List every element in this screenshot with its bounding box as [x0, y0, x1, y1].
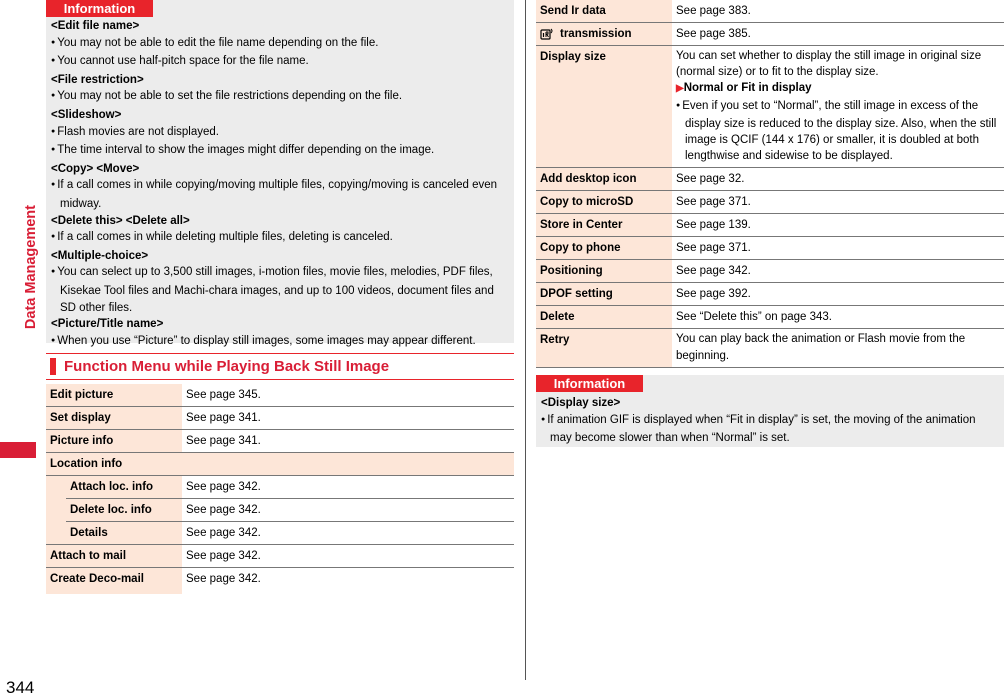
function-menu-table	[46, 384, 514, 594]
info-bullet: ● If a call comes in while deleting multiple files, deleting is canceled.	[51, 229, 508, 248]
table-row	[536, 306, 1004, 329]
menu-value: See page 342.	[672, 260, 1004, 283]
table-row	[536, 46, 1004, 168]
menu-key: Send Ir data	[536, 0, 672, 23]
info-heading: <Copy> <Move>	[51, 162, 140, 175]
info-bullet: ● Flash movies are not displayed.	[51, 124, 508, 143]
info-bullet: ● When you use “Picture” to display still images, some images may appear different.	[51, 333, 508, 352]
table-row	[536, 329, 1004, 368]
function-menu-table-continued	[536, 0, 1004, 368]
title-marker	[50, 358, 56, 375]
menu-value: See “Delete this” on page 343.	[672, 306, 1004, 329]
menu-key: Picture info	[46, 430, 182, 453]
option-text: Normal or Fit in display	[683, 82, 812, 95]
menu-value: See page 345.	[182, 384, 514, 407]
function-menu-title: Function Menu while Playing Back Still Image	[64, 358, 390, 375]
table-row	[536, 260, 1004, 283]
table-row	[536, 23, 1004, 46]
menu-value: See page 342.	[182, 545, 514, 568]
information-box-display-size	[536, 375, 1004, 447]
table-row	[536, 168, 1004, 191]
menu-value: See page 342.	[182, 522, 514, 545]
menu-value: See page 371.	[672, 191, 1004, 214]
info-bullet: ● If animation GIF is displayed when “Fit in display” is set, the moving of the animation may become slower than when “Normal” is set.	[541, 412, 998, 447]
table-row	[46, 545, 514, 568]
side-tab-marker	[0, 442, 36, 458]
side-tab	[0, 0, 39, 697]
menu-key: Create Deco-mail	[46, 568, 182, 595]
menu-value: You can set whether to display the still image in original size (normal size) or to fit to the display size.	[676, 50, 982, 79]
info-bullet: ● You can select up to 3,500 still images, i-motion files, movie files, melodies, PDF files, Kisekae Tool files and Machi-chara images, and up to 100 videos, document files and SD other files.	[51, 264, 508, 316]
menu-key: Edit picture	[46, 384, 182, 407]
menu-sub-key: Delete loc. info	[66, 499, 182, 522]
menu-value: See page 385.	[672, 23, 1004, 46]
triangle-arrow-icon: ▶	[676, 83, 684, 95]
information-box	[46, 0, 514, 347]
table-row	[46, 499, 514, 522]
menu-key: Display size	[536, 46, 672, 168]
table-row	[46, 522, 514, 545]
menu-key: Copy to phone	[536, 237, 672, 260]
menu-value: See page 392.	[672, 283, 1004, 306]
info-heading: <Delete this> <Delete all>	[51, 214, 190, 227]
menu-key: Store in Center	[536, 214, 672, 237]
menu-sub-key: Details	[66, 522, 182, 545]
menu-value: See page 341.	[182, 407, 514, 430]
menu-key: Copy to microSD	[536, 191, 672, 214]
table-row	[536, 191, 1004, 214]
column-divider	[525, 0, 526, 680]
info-bullet: ● You may not be able to edit the file name depending on the file.	[51, 35, 508, 54]
information-body	[541, 395, 998, 447]
table-row	[536, 237, 1004, 260]
info-bullet: ● You cannot use half-pitch space for the file name.	[51, 53, 508, 72]
menu-key: Delete	[536, 306, 672, 329]
info-bullet: ● If a call comes in while copying/moving multiple files, copying/moving is canceled even midway.	[51, 177, 508, 212]
info-heading: <File restriction>	[51, 73, 144, 86]
menu-value: See page 342.	[186, 573, 261, 585]
menu-value: You can play back the animation or Flash movie from the beginning.	[672, 329, 1004, 368]
infrared-icon	[540, 28, 554, 40]
table-row	[46, 384, 514, 407]
menu-sub-key: Attach loc. info	[66, 476, 182, 499]
table-row	[536, 0, 1004, 23]
option-line	[676, 80, 1000, 97]
menu-key: Retry	[536, 329, 672, 368]
information-tab: Information	[46, 0, 153, 17]
page-number: 344	[6, 678, 35, 697]
menu-value: See page 371.	[672, 237, 1004, 260]
menu-value: See page 383.	[672, 0, 1004, 23]
menu-key-ir-transmission	[536, 23, 672, 46]
indent-cell	[46, 476, 66, 545]
info-heading: <Multiple-choice>	[51, 249, 149, 262]
table-row	[536, 283, 1004, 306]
menu-key: Positioning	[536, 260, 672, 283]
info-bullet: ● The time interval to show the images might differ depending on the image.	[51, 142, 508, 161]
function-menu-title-bar	[46, 353, 514, 380]
menu-value: See page 32.	[672, 168, 1004, 191]
menu-key: DPOF setting	[536, 283, 672, 306]
info-bullet: ● You may not be able to set the file restrictions depending on the file.	[51, 88, 508, 107]
menu-key-label: transmission	[560, 28, 632, 40]
menu-value: See page 342.	[182, 499, 514, 522]
menu-key: Attach to mail	[46, 545, 182, 568]
menu-value: See page 342.	[182, 476, 514, 499]
info-heading: <Edit file name>	[51, 20, 140, 32]
info-heading: <Display size>	[541, 397, 621, 409]
table-row	[46, 476, 514, 499]
menu-value: See page 139.	[672, 214, 1004, 237]
table-row	[46, 453, 514, 476]
table-row	[46, 407, 514, 430]
information-body	[51, 18, 508, 351]
table-row	[536, 214, 1004, 237]
table-row	[46, 568, 514, 595]
information-tab: Information	[536, 375, 643, 392]
menu-value-block	[672, 46, 1004, 168]
side-label: Data Management	[23, 205, 39, 330]
info-heading: <Slideshow>	[51, 108, 122, 121]
info-heading: <Picture/Title name>	[51, 318, 164, 331]
menu-key: Add desktop icon	[536, 168, 672, 191]
table-row	[46, 430, 514, 453]
menu-key: Location info	[46, 453, 514, 476]
menu-value: See page 341.	[182, 430, 514, 453]
menu-value-bullet: ● Even if you set to “Normal”, the still image in excess of the display size is reduced to the display size. Also, when the still image is QCIF (144 x 176) or smaller, it is doubled at both lengthwise and sidewise to be displayed.	[676, 98, 1000, 165]
menu-key: Set display	[46, 407, 182, 430]
